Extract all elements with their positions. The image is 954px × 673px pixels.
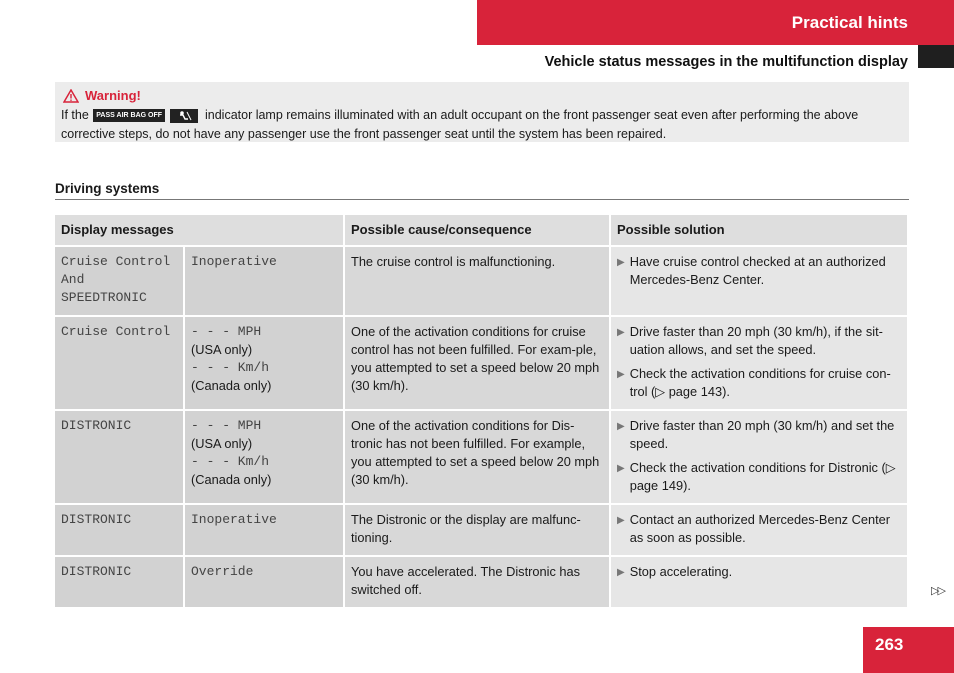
status-messages-table: [55, 215, 909, 609]
display-status-cell: [184, 556, 344, 608]
table-body: [55, 246, 908, 608]
display-message-line: DISTRONIC: [61, 564, 132, 579]
driving-systems-heading: Driving systems: [55, 181, 909, 200]
solution-item: [617, 323, 901, 359]
display-status-line: - - - Km/h: [191, 454, 270, 469]
warning-title: Warning!: [85, 88, 141, 103]
display-status-line: (Canada only): [191, 472, 272, 487]
header-display-messages: Display messages: [55, 215, 344, 246]
warning-box: [55, 82, 909, 142]
page-subtitle: Vehicle status messages in the multifunction display: [544, 54, 908, 70]
display-status-cell: [184, 316, 344, 410]
solution-item: [617, 459, 901, 495]
display-message-cell: [55, 410, 184, 504]
cause-cell: The Distronic or the display are malfunc-tioning.: [344, 504, 610, 556]
solution-cell: [610, 410, 908, 504]
header-possible-solution: Possible solution: [610, 215, 908, 246]
display-status-line: - - - Km/h: [191, 360, 270, 375]
passenger-seat-icon: [170, 109, 198, 123]
table-row: [55, 410, 908, 504]
solution-text: Check the activation conditions for cruise con-trol (▷ page 143).: [629, 366, 891, 399]
solution-text: Check the activation conditions for Distronic (▷ page 149).: [629, 460, 896, 493]
display-message-line: Cruise Control: [61, 324, 171, 339]
solution-text: Have cruise control checked at an authorized Mercedes-Benz Center.: [629, 254, 886, 287]
cause-cell: You have accelerated. The Distronic has switched off.: [344, 556, 610, 608]
solution-cell: [610, 246, 908, 316]
page-number: 263: [863, 627, 954, 673]
display-status-line: (USA only): [191, 436, 253, 451]
pass-air-bag-off-badge: PASS AIR BAG OFF: [93, 109, 165, 122]
cause-cell: One of the activation conditions for Dis-tronic has not been fulfilled. For example, you attempted to set a speed below 20 mph (30 km/h).: [344, 410, 610, 504]
display-message-cell: [55, 504, 184, 556]
display-status-line: Inoperative: [191, 254, 277, 269]
solution-cell: [610, 316, 908, 410]
warning-text: [61, 106, 901, 144]
solution-item: [617, 563, 901, 582]
display-status-line: - - - MPH: [191, 324, 262, 339]
display-status-line: (USA only): [191, 342, 253, 357]
table-row: [55, 316, 908, 410]
section-title: Practical hints: [791, 13, 908, 32]
bullet-triangle-icon: ▶: [617, 515, 625, 526]
display-message-cell: [55, 556, 184, 608]
warning-heading: [61, 86, 901, 105]
bullet-triangle-icon: ▶: [617, 369, 625, 380]
bullet-triangle-icon: ▶: [617, 567, 625, 578]
bullet-triangle-icon: ▶: [617, 463, 625, 474]
solution-cell: [610, 504, 908, 556]
solution-text: Drive faster than 20 mph (30 km/h), if the sit-uation allows, and set the speed.: [629, 324, 883, 357]
display-message-line: DISTRONIC: [61, 418, 132, 433]
solution-cell: [610, 556, 908, 608]
warning-text-before: If the: [61, 108, 89, 122]
solution-text: Contact an authorized Mercedes-Benz Center as soon as possible.: [629, 512, 891, 545]
table-row: [55, 246, 908, 316]
display-message-line: Cruise Control: [61, 254, 171, 269]
bullet-triangle-icon: ▶: [617, 421, 625, 432]
warning-text-after: indicator lamp remains illuminated with an adult occupant on the front passenger seat even after performing the above corrective steps, do not have any passenger use the front passenger seat until the system has been repaired.: [61, 108, 859, 141]
table-row: [55, 556, 908, 608]
warning-triangle-icon: [63, 89, 79, 103]
display-message-line: DISTRONIC: [61, 512, 132, 527]
display-status-cell: [184, 504, 344, 556]
solution-text: Stop accelerating.: [629, 564, 733, 579]
bullet-triangle-icon: ▶: [617, 257, 625, 268]
display-message-cell: [55, 316, 184, 410]
display-status-line: - - - MPH: [191, 418, 262, 433]
display-status-cell: [184, 246, 344, 316]
header-possible-cause: Possible cause/consequence: [344, 215, 610, 246]
display-status-line: Inoperative: [191, 512, 277, 527]
bullet-triangle-icon: ▶: [617, 327, 625, 338]
cause-cell: The cruise control is malfunctioning.: [344, 246, 610, 316]
display-status-line: Override: [191, 564, 254, 579]
display-status-line: (Canada only): [191, 378, 272, 393]
display-message-cell: [55, 246, 184, 316]
cause-cell: One of the activation conditions for cruise control has not been fulfilled. For exam-ple, you attempted to set a speed below 20 mph (30 km/h).: [344, 316, 610, 410]
table-header-row: [55, 215, 908, 246]
solution-item: [617, 365, 901, 401]
display-message-line: And SPEEDTRONIC: [61, 272, 147, 305]
solution-item: [617, 511, 901, 547]
display-status-cell: [184, 410, 344, 504]
section-header-bar: [477, 0, 954, 45]
continue-arrows: ▷▷: [931, 585, 944, 597]
thumb-tab: [918, 45, 954, 68]
table-row: [55, 504, 908, 556]
solution-text: Drive faster than 20 mph (30 km/h) and set the speed.: [629, 418, 895, 451]
solution-item: [617, 417, 901, 453]
solution-item: [617, 253, 901, 289]
